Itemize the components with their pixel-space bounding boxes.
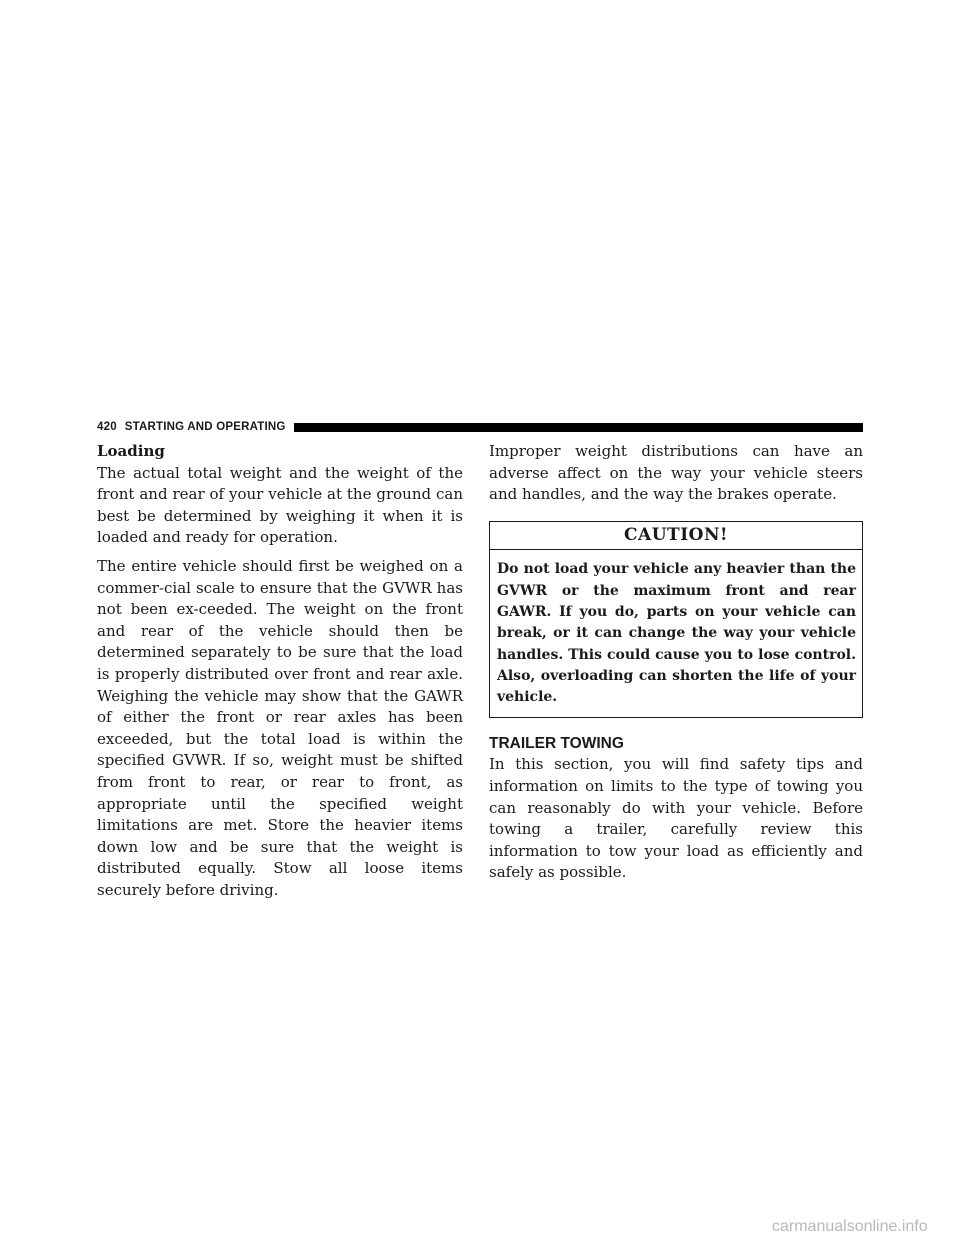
loading-paragraph-2: The entire vehicle should first be weighed on a commer-cial scale to ensure that the GVWR has not been ex-ceeded. The weight on the front and rear of the vehicle should then be determined separately to be sure that the load is properly distributed over front and rear axle. Weighing the vehicle may show that the GAWR of either the front or rear axles has been exceeded, but the total load is within the specified GVWR. If so, weight must be shifted from front to rear, or rear to front, as appropriate until the specified weight limitations are met. Store the heavier items down low and be sure that the weight is distributed equally. Stow all loose items securely before driving. bbox=[97, 556, 463, 899]
page-header bbox=[97, 419, 863, 435]
loading-heading: Loading bbox=[97, 442, 165, 460]
section-title: STARTING AND OPERATING bbox=[124, 421, 286, 433]
loading-paragraph-1: The actual total weight and the weight of the front and rear of your vehicle at the ground can best be determined by weighing it when it is loaded and ready for operation. bbox=[97, 463, 463, 547]
right-column bbox=[489, 441, 863, 891]
left-column bbox=[97, 441, 463, 908]
trailer-towing-paragraph: In this section, you will find safety tips and information on limits to the type of towing you can reasonably do with your vehicle. Before towing a trailer, carefully review this information to tow your load as efficiently and safely as possible. bbox=[489, 755, 863, 882]
caution-box bbox=[489, 521, 863, 719]
page-number: 420 bbox=[97, 421, 117, 433]
caution-title: CAUTION! bbox=[490, 522, 862, 551]
weight-distribution-paragraph: Improper weight distributions can have an adverse affect on the way your vehicle steers and handles, and the way the brakes operate. bbox=[489, 442, 863, 504]
header-rule bbox=[294, 423, 863, 432]
watermark-link[interactable]: carmanualsonline.info bbox=[772, 1218, 928, 1235]
trailer-towing-heading: TRAILER TOWING bbox=[489, 735, 624, 753]
caution-text: Do not load your vehicle any heavier than the GVWR or the maximum front and rear GAWR. If you do, parts on your vehicle can break, or it can change the way your vehicle handles. This could cause you to lose control. Also, overloading can shorten the life of your vehicle. bbox=[497, 561, 856, 706]
